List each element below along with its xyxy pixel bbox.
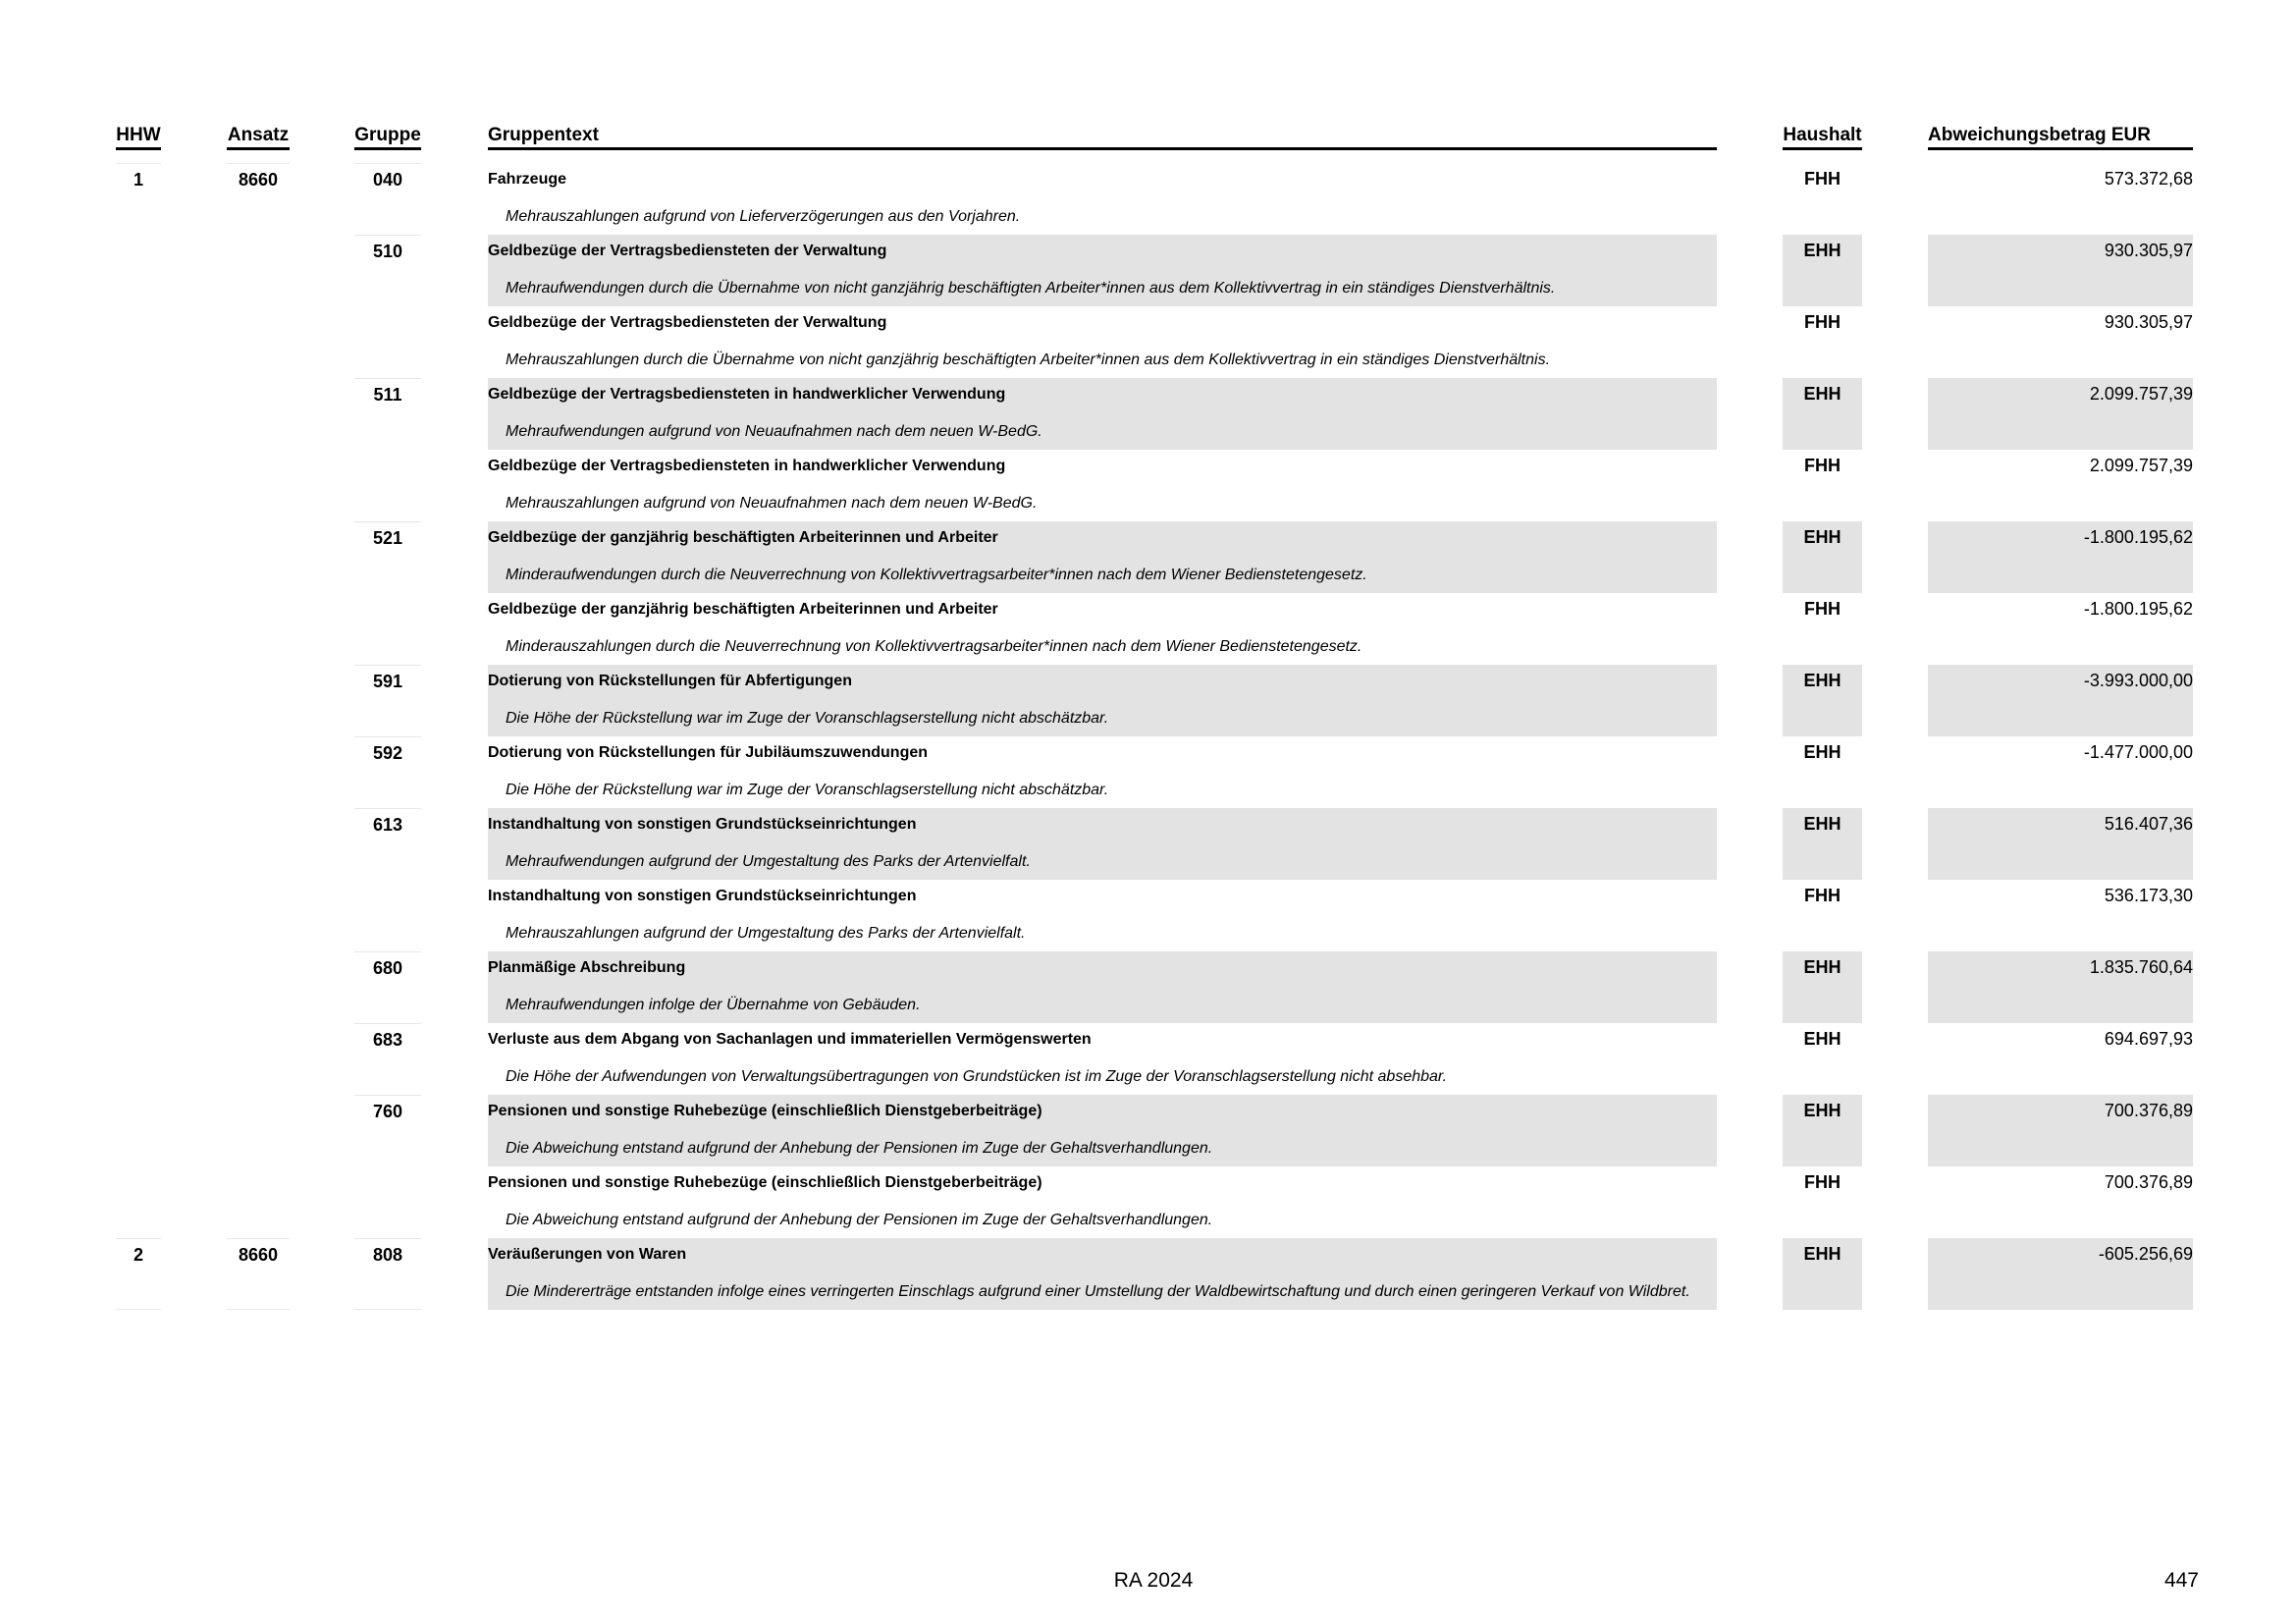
table-row [0,378,2296,450]
deviation-table-body [0,163,2296,1310]
hhw-cell [116,1166,161,1238]
amount-cell: 930.305,97 [1928,235,2193,306]
group-title: Geldbezüge der ganzjährig beschäftigten Arbeiterinnen und Arbeiter [488,601,998,618]
haushalt-cell: EHH [1783,808,1862,880]
amount-cell: 573.372,68 [2104,169,2193,189]
hhw-cell [116,808,161,880]
group-title: Dotierung von Rückstellungen für Abfertigungen [488,673,852,689]
group-description: Mehrauszahlungen aufgrund von Lieferverzögerungen aus den Vorjahren. [506,208,1021,225]
ansatz-cell [227,951,290,1023]
gruppe-cell: 808 [354,1238,421,1310]
ansatz-cell [227,235,290,306]
gruppe-cell: 510 [354,235,421,306]
haushalt-cell: EHH [1783,378,1862,450]
ansatz-cell [227,593,290,665]
table-row [0,593,2296,665]
header-gruppentext: Gruppentext [488,125,1717,150]
gruppentext-cell [488,1238,1717,1310]
haushalt-cell: EHH [1783,235,1862,306]
amount-cell: 700.376,89 [1928,1095,2193,1166]
gruppe-cell [354,450,421,521]
hhw-cell: 2 [116,1238,161,1310]
group-title: Geldbezüge der Vertragsbediensteten der Verwaltung [488,243,887,259]
hhw-cell [116,736,161,808]
table-row [0,665,2296,736]
ansatz-cell [227,736,290,808]
gruppentext-cell [488,665,1717,736]
group-description: Mehraufwendungen infolge der Übernahme von Gebäuden. [506,997,921,1013]
gruppe-cell: 511 [354,378,421,450]
group-title: Veräußerungen von Waren [488,1246,687,1263]
gruppentext-cell [488,235,1717,306]
hhw-cell [116,880,161,951]
gruppentext-cell [488,1095,1717,1166]
group-description: Die Höhe der Rückstellung war im Zuge der Voranschlagserstellung nicht abschätzbar. [506,710,1109,727]
group-title: Pensionen und sonstige Ruhebezüge (einschließlich Dienstgeberbeiträge) [488,1103,1042,1119]
gruppentext-cell [488,306,1717,378]
amount-cell: -3.993.000,00 [1928,665,2193,736]
haushalt-cell: FHH [1804,169,1841,189]
gruppe-cell [354,1166,421,1238]
gruppe-cell: 592 [354,736,421,808]
table-row [0,450,2296,521]
haushalt-cell: EHH [1783,521,1862,593]
group-description: Minderaufwendungen durch die Neuverrechnung von Kollektivvertragsarbeiter*innen nach dem Wiener Bedienstetengesetz. [506,567,1367,583]
hhw-cell [116,235,161,306]
gruppentext-cell [488,1023,1717,1095]
header-gruppe: Gruppe [354,125,421,150]
hhw-cell [116,306,161,378]
amount-cell: 2.099.757,39 [2089,456,2193,475]
ansatz-cell [227,1095,290,1166]
table-row [0,163,2296,235]
ansatz-cell [227,1166,290,1238]
table-row [0,736,2296,808]
hhw-cell [116,450,161,521]
amount-cell: -1.477.000,00 [2083,742,2193,762]
group-description: Mehrauszahlungen durch die Übernahme von nicht ganzjährig beschäftigten Arbeiter*innen aus dem Kollektivvertrag in ein ständiges Dienstverhältnis. [506,352,1551,368]
ansatz-cell [227,306,290,378]
ansatz-cell [227,665,290,736]
haushalt-cell: FHH [1804,886,1841,905]
group-description: Die Höhe der Rückstellung war im Zuge der Voranschlagserstellung nicht abschätzbar. [506,782,1109,798]
haushalt-cell: EHH [1803,742,1842,762]
gruppentext-cell [488,450,1717,521]
ansatz-cell: 8660 [227,1238,290,1310]
haushalt-cell: EHH [1783,665,1862,736]
amount-cell: 930.305,97 [2104,312,2193,332]
amount-cell: -1.800.195,62 [2083,599,2193,619]
page-number: 447 [2163,1569,2199,1592]
group-title: Planmäßige Abschreibung [488,959,686,976]
group-description: Minderauszahlungen durch die Neuverrechnung von Kollektivvertragsarbeiter*innen nach dem Wiener Bedienstetengesetz. [506,638,1362,655]
group-title: Dotierung von Rückstellungen für Jubiläumszuwendungen [488,744,929,761]
hhw-cell [116,1095,161,1166]
amount-cell: -1.800.195,62 [1928,521,2193,593]
amount-cell: 1.835.760,64 [1928,951,2193,1023]
group-description: Mehrauszahlungen aufgrund der Umgestaltung des Parks der Artenvielfalt. [506,925,1026,942]
amount-cell: -605.256,69 [1928,1238,2193,1310]
gruppentext-cell [488,951,1717,1023]
hhw-cell [116,665,161,736]
hhw-cell [116,1023,161,1095]
amount-cell: 516.407,36 [1928,808,2193,880]
hhw-cell: 1 [116,163,161,235]
table-row [0,1166,2296,1238]
table-row [0,306,2296,378]
group-description: Mehrauszahlungen aufgrund von Neuaufnahmen nach dem neuen W-BedG. [506,495,1038,512]
group-description: Mehraufwendungen aufgrund von Neuaufnahmen nach dem neuen W-BedG. [506,423,1042,440]
group-title: Instandhaltung von sonstigen Grundstückseinrichtungen [488,816,917,833]
ansatz-cell [227,378,290,450]
haushalt-cell: FHH [1804,599,1841,619]
haushalt-cell: EHH [1803,1029,1842,1049]
hhw-cell [116,593,161,665]
gruppe-cell: 760 [354,1095,421,1166]
haushalt-cell: FHH [1804,1172,1841,1192]
haushalt-cell: EHH [1783,1095,1862,1166]
group-title: Instandhaltung von sonstigen Grundstückseinrichtungen [488,888,917,904]
amount-cell: 2.099.757,39 [1928,378,2193,450]
gruppentext-cell [488,521,1717,593]
ansatz-cell [227,450,290,521]
gruppentext-cell [488,880,1717,951]
table-row [0,1095,2296,1166]
header-hhw: HHW [116,125,161,150]
group-description: Die Höhe der Aufwendungen von Verwaltungsübertragungen von Grundstücken ist im Zuge der Voranschlagserstellung nicht absehbar. [506,1068,1448,1085]
haushalt-cell: EHH [1783,951,1862,1023]
hhw-cell [116,378,161,450]
header-abweichungsbetrag: Abweichungsbetrag EUR [1928,125,2193,150]
gruppe-cell: 040 [354,163,421,235]
gruppentext-cell [488,1166,1717,1238]
gruppentext-cell [488,808,1717,880]
gruppe-cell [354,880,421,951]
group-description: Die Mindererträge entstanden infolge eines verringerten Einschlags aufgrund einer Umstellung der Waldbewirtschaftung und durch einen geringeren Verkauf von Wildbret. [506,1283,1690,1300]
group-title: Geldbezüge der ganzjährig beschäftigten Arbeiterinnen und Arbeiter [488,529,998,546]
ansatz-cell [227,1023,290,1095]
ansatz-cell: 8660 [227,163,290,235]
gruppe-cell [354,593,421,665]
amount-cell: 700.376,89 [2104,1172,2193,1192]
table-row [0,880,2296,951]
table-row [0,521,2296,593]
table-row [0,951,2296,1023]
group-description: Die Abweichung entstand aufgrund der Anhebung der Pensionen im Zuge der Gehaltsverhandlungen. [506,1140,1213,1157]
table-row [0,235,2296,306]
haushalt-cell: FHH [1804,312,1841,332]
group-description: Mehraufwendungen aufgrund der Umgestaltung des Parks der Artenvielfalt. [506,853,1031,870]
table-row [0,808,2296,880]
group-title: Geldbezüge der Vertragsbediensteten in handwerklicher Verwendung [488,458,1006,474]
amount-cell: 694.697,93 [2104,1029,2193,1049]
hhw-cell [116,521,161,593]
hhw-cell [116,951,161,1023]
gruppe-cell: 683 [354,1023,421,1095]
gruppentext-cell [488,736,1717,808]
gruppe-cell: 521 [354,521,421,593]
header-haushalt: Haushalt [1783,125,1862,150]
amount-cell: 536.173,30 [2104,886,2193,905]
gruppe-cell [354,306,421,378]
group-description: Mehraufwendungen durch die Übernahme von nicht ganzjährig beschäftigten Arbeiter*innen aus dem Kollektivvertrag in ein ständiges Dienstverhältnis. [506,280,1556,297]
haushalt-cell: EHH [1783,1238,1862,1310]
group-title: Fahrzeuge [488,171,567,188]
group-title: Pensionen und sonstige Ruhebezüge (einschließlich Dienstgeberbeiträge) [488,1174,1042,1191]
gruppe-cell: 613 [354,808,421,880]
table-row [0,1023,2296,1095]
group-title: Verluste aus dem Abgang von Sachanlagen und immateriellen Vermögenswerten [488,1031,1092,1048]
group-title: Geldbezüge der Vertragsbediensteten in handwerklicher Verwendung [488,386,1006,403]
header-ansatz: Ansatz [227,125,290,150]
haushalt-cell: FHH [1804,456,1841,475]
gruppentext-cell [488,163,1717,235]
ansatz-cell [227,808,290,880]
gruppe-cell: 680 [354,951,421,1023]
group-title: Geldbezüge der Vertragsbediensteten der Verwaltung [488,314,887,331]
report-label: RA 2024 [1113,1569,1194,1592]
gruppentext-cell [488,378,1717,450]
gruppentext-cell [488,593,1717,665]
group-description: Die Abweichung entstand aufgrund der Anhebung der Pensionen im Zuge der Gehaltsverhandlungen. [506,1212,1213,1228]
ansatz-cell [227,880,290,951]
ansatz-cell [227,521,290,593]
gruppe-cell: 591 [354,665,421,736]
table-row [0,1238,2296,1310]
